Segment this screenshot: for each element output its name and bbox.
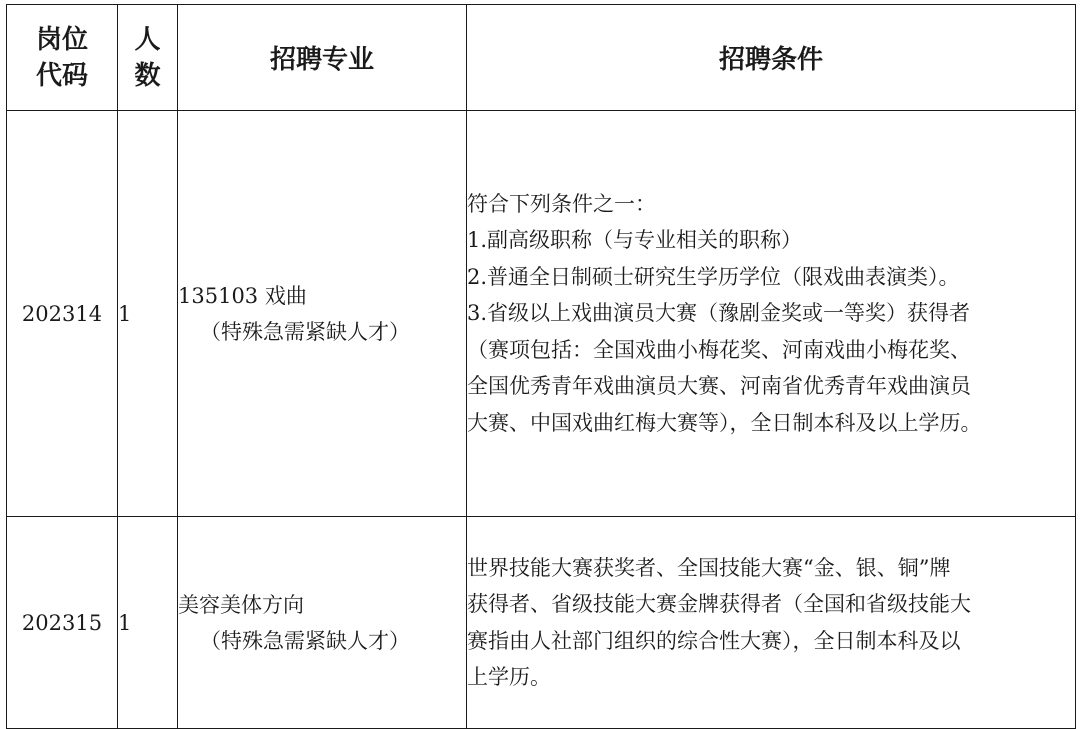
condition-line: 全国优秀青年戏曲演员大赛、河南省优秀青年戏曲演员 — [467, 374, 971, 399]
header-position-code-line1: 岗位 — [35, 24, 88, 55]
header-conditions: 招聘条件 — [467, 5, 1076, 111]
conditions-cell — [467, 517, 1076, 729]
condition-line: 1.副高级职称（与专业相关的职称） — [467, 228, 803, 253]
condition-line: 赛指由人社部门组织的综合性大赛），全日制本科及以 — [467, 628, 961, 653]
position-code-cell: 202314 — [7, 111, 118, 517]
major-note: （特殊急需紧缺人才） — [200, 319, 410, 344]
condition-line: 2.普通全日制硕士研究生学历学位（限戏曲表演类）。 — [467, 264, 960, 289]
condition-line: （赛项包括：全国戏曲小梅花奖、河南戏曲小梅花奖、 — [467, 337, 971, 362]
table-row — [7, 517, 1076, 729]
header-position-code — [7, 5, 118, 111]
condition-line: 大赛、中国戏曲红梅大赛等），全日制本科及以上学历。 — [467, 410, 982, 435]
conditions-cell — [467, 111, 1076, 517]
header-major: 招聘专业 — [178, 5, 467, 111]
condition-line: 符合下列条件之一： — [467, 191, 656, 216]
condition-line: 3.省级以上戏曲演员大赛（豫剧金奖或一等奖）获得者 — [467, 301, 971, 326]
table-header-row — [7, 5, 1076, 111]
header-headcount — [118, 5, 178, 111]
major-note: （特殊急需紧缺人才） — [200, 628, 410, 653]
condition-line: 世界技能大赛获奖者、全国技能大赛“金、银、铜”牌 — [467, 555, 951, 580]
major-name: 美容美体方向 — [178, 592, 304, 617]
header-position-code-line2: 代码 — [35, 60, 88, 91]
position-code-cell: 202315 — [7, 517, 118, 729]
header-headcount-line1: 人 — [134, 24, 161, 55]
headcount-cell: 1 — [118, 111, 178, 517]
recruitment-table — [6, 4, 1076, 729]
condition-line: 获得者、省级技能大赛金牌获得者（全国和省级技能大 — [467, 592, 971, 616]
condition-line: 上学历。 — [467, 665, 551, 689]
major-cell — [178, 111, 467, 517]
headcount-cell: 1 — [118, 517, 178, 729]
major-name: 135103 戏曲 — [178, 283, 307, 308]
major-cell — [178, 517, 467, 729]
header-headcount-line2: 数 — [134, 60, 161, 91]
table-row — [7, 111, 1076, 517]
